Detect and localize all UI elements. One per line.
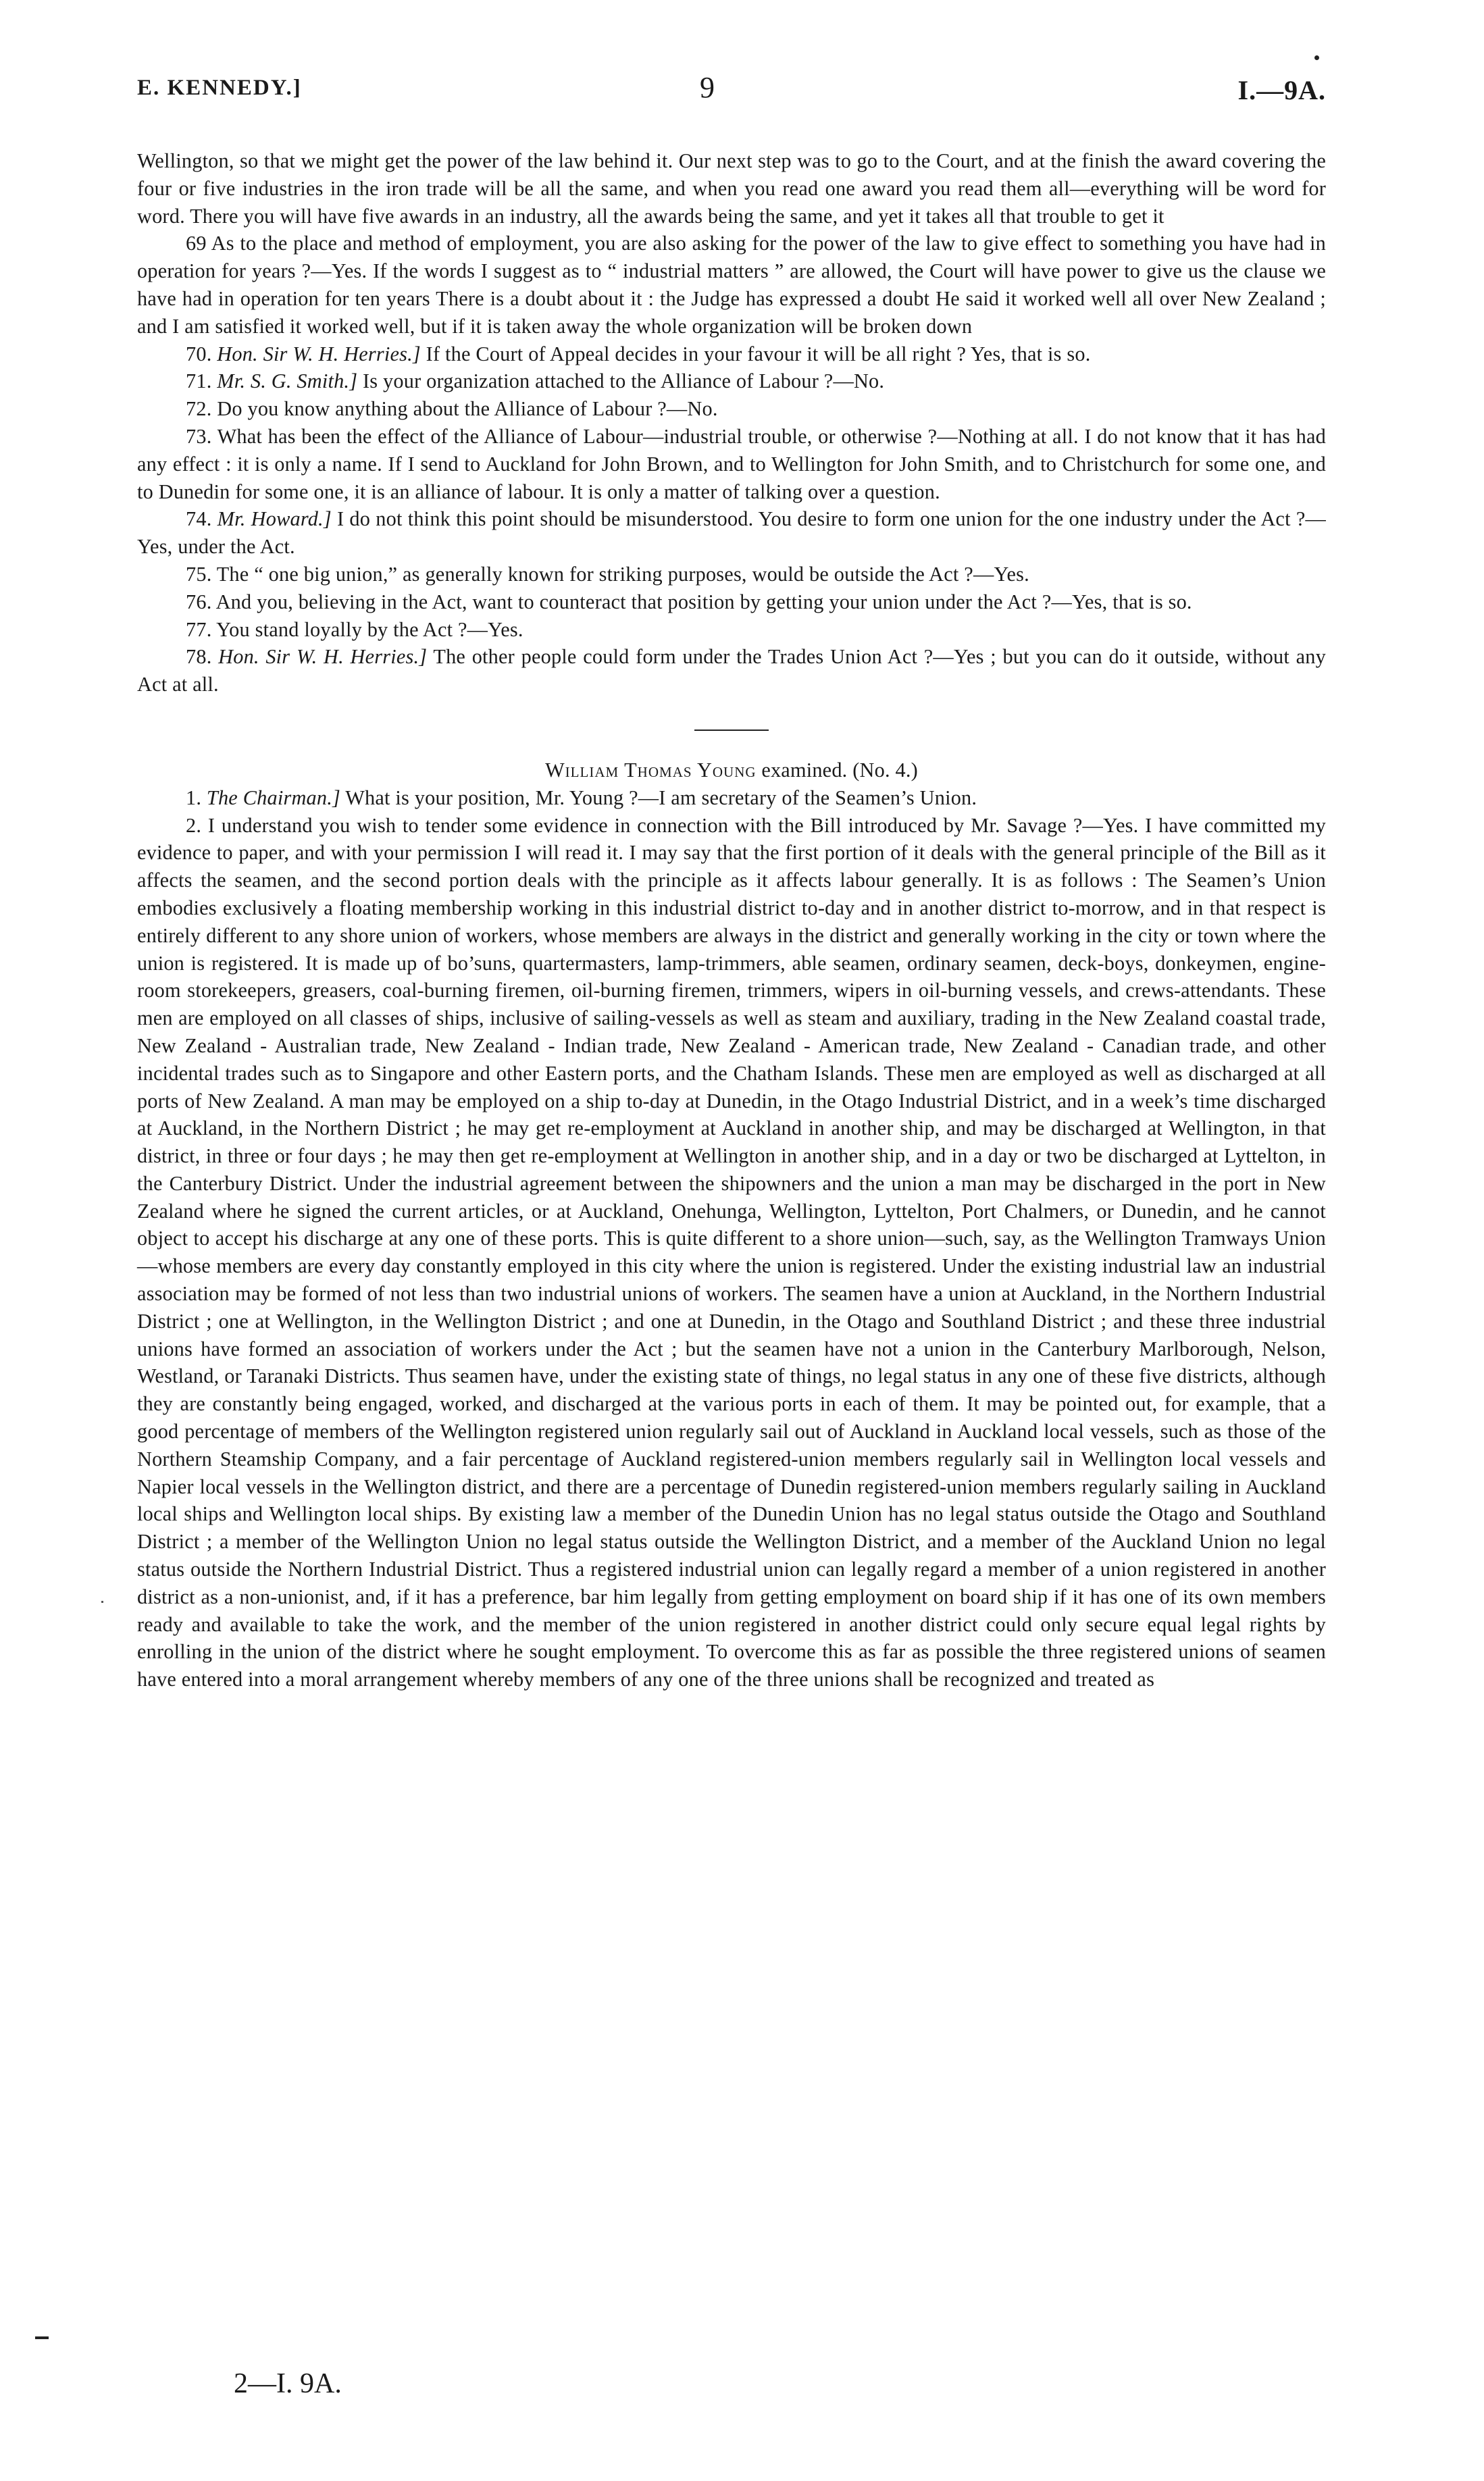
section-heading: William Thomas Young examined. (No. 4.) — [545, 758, 918, 782]
evidence-paragraph: 1. The Chairman.] What is your position, Mr. Young ?—I am secretary of the Seamen’s Union. — [186, 786, 977, 809]
evidence-paragraph: 75. The “ one big union,” as generally known for striking purposes, would be outside the Act ?—Yes. — [186, 562, 1029, 586]
speaker: The Chairman.] — [206, 786, 340, 809]
speaker: Hon. Sir W. H. Herries.] — [218, 645, 428, 669]
page-number: 9 — [700, 71, 715, 104]
speaker: Mr. Howard.] — [217, 507, 332, 531]
evidence-paragraph: 72. Do you know anything about the Alliance of Labour ?—No. — [186, 397, 718, 421]
evidence-paragraph: 2. I understand you wish to tender some evidence in connection with the Bill introduced by Mr. Savage ?—Yes. I have committed my evidence to paper, and with your permission I will read it. I may say that the first portion of it deals with the general principle of the Bill as it affects the seamen, and the second portion deals with the principle as it affects labour generally. It is as follows : The Seamen’s Union embodies exclusively a floating membership working in this industrial district to-day and in another district to-morrow, and in that respect is entirely different to any shore union of workers, whose members are always in the district and generally working in the city or town where the union is registered. It is made up of bo’suns, quartermasters, lamp-trimmers, able seamen, ordinary seamen, deck-boys, donkeymen, engine-room storekeepers, greasers, coal-burning firemen, oil-burning firemen, trimmers, wipers in oil-burning vessels, and crews-attendants. These men are employed on all classes of ships, inclusive of sailing-vessels as well as steam and auxiliary, trading in the New Zealand coastal trade, New Zealand - Australian trade, New Zealand - Indian trade, New Zealand - American trade, New Zealand - Canadian trade, and other incidental trades such as to Singapore and other Eastern ports, and the Chatham Islands. These men are employed as well as discharged at all ports of New Zealand. A man may be employed on a ship to-day at Dunedin, in the Otago Industrial District, and in a week’s time discharged at Auckland, in the Northern District ; he may get re-employment at Auckland in another ship, and may be discharged at Wellington, in that district, in three or four days ; he may then get re-employment at Wellington in another ship, and in a day or two be discharged at Lyttelton, in the Canterbury District. Under the industrial agreement between the shipowners and the union a man may be discharged in the port in New Zealand where he signed the current articles, or at Auckland, Onehunga, Wellington, Lyttelton, Port Chalmers, or Dunedin, and he cannot object to accept his discharge at any one of these ports. This is quite different to a shore union—such, say, as the Wellington Tramways Union—whose members are every day constantly employed in this city where the union is registered. Under the existing industrial law an industrial association may be formed of not less than two industrial unions of workers. The seamen have a union at Auckland, in the Northern Industrial District ; one at Wellington, in the Wellington District ; and one at Dunedin, in the Otago and Southland District ; and these three industrial unions have formed an association of workers under the Act ; but the seamen have not a union in the Canterbury Marlborough, Nelson, Westland, or Taranaki Districts. Thus seamen have, under the existing state of things, no legal status in any one of these five districts, although they are constantly being engaged, worked, and discharged at the various ports in each of them. It may be pointed out, for example, that a good percentage of members of the Wellington registered union regularly sail out of Auckland in Auckland local vessels, such as those of the Northern Steamship Company, and a fair percentage of Auckland registered-union members regularly sail in Wellington local vessels and Napier local vessels in the Wellington district, and there are a percentage of Dunedin registered-union members regularly sailing in Auckland local ships and Wellington local ships. By existing law a member of the Dunedin Union has no legal status outside the Otago and Southland District ; a member of the Wellington Union no legal status outside the Wellington District, and a member of the Auckland Union no legal status outside the Northern Industrial District. Thus a registered industrial union can legally regard a member of a union registered in another district as a non-unionist, and, if it has a preference, bar him legally from getting employment on board ship if it has one of its own members ready and available to take the work, and the member of the union registered in another district could only secure equal legal rights by enrolling in the union of the district where he sought employment. To overcome this as far as possible the three registered unions of seamen have entered into a moral arrangement whereby members of any one of the three unions shall be recognized and treated as — [137, 813, 1326, 1691]
witness-name: William Thomas Young — [545, 758, 757, 782]
speaker: Hon. Sir W. H. Herries.] — [217, 342, 421, 365]
page-header — [137, 71, 1326, 116]
section-divider — [694, 730, 769, 731]
evidence-paragraph: 73. What has been the effect of the Alliance of Labour—industrial trouble, or otherwise ?—Nothing at all. I do not know that it has had any effect : it is only a name. If I send to Auckland for John Brown, and to Wellington for John Smith, and to Christchurch for some one, and to Dunedin for some one, it is an alliance of labour. It is only a matter of talking over a question. — [137, 424, 1326, 503]
evidence-paragraph: 70. Hon. Sir W. H. Herries.] If the Court of Appeal decides in your favour it will be all right ? Yes, that is so. — [186, 342, 1091, 365]
body-text — [137, 147, 1326, 1693]
evidence-paragraph: 69 As to the place and method of employment, you are also asking for the power of the law to give effect to something you have had in operation for years ?—Yes. If the words I suggest as to “ industrial matters ” are allowed, the Court will have power to give us the clause we have had in operation for ten years There is a doubt about it : the Judge has expressed a doubt He said it worked well all over New Zealand ; and I am satisfied it worked well, but if it is taken away the whole organization will be broken down — [137, 232, 1326, 338]
ink-speck — [101, 1601, 103, 1603]
page-footer-signature: 2—I. 9A. — [234, 2368, 342, 2399]
header-reference: I.—9A. — [1237, 75, 1326, 105]
evidence-paragraph: 71. Mr. S. G. Smith.] Is your organization attached to the Alliance of Labour ?—No. — [186, 369, 885, 393]
continuation-paragraph: Wellington, so that we might get the power of the law behind it. Our next step was to go to the Court, and at the finish the award covering the four or five industries in the iron trade will be all the same, and when you read one award you read them all—everything will be word for word. There you will have five awards in an industry, all the awards being the same, and yet it takes all that trouble to get it — [137, 149, 1326, 228]
evidence-paragraph: 74. Mr. Howard.] I do not think this point should be misunderstood. You desire to form one union for the one industry under the Act ?—Yes, under the Act. — [137, 507, 1326, 559]
evidence-paragraph: 76. And you, believing in the Act, want to counteract that position by getting your union under the Act ?—Yes, that is so. — [186, 590, 1192, 613]
header-author: E. KENNEDY.] — [137, 76, 302, 100]
evidence-paragraph: 78. Hon. Sir W. H. Herries.] The other people could form under the Trades Union Act ?—Yes ; but you can do it outside, without any Act at all. — [137, 645, 1326, 696]
margin-dash — [35, 2336, 49, 2339]
ink-dot — [1314, 55, 1319, 60]
speaker: Mr. S. G. Smith.] — [217, 369, 358, 393]
evidence-paragraph: 77. You stand loyally by the Act ?—Yes. — [186, 617, 523, 641]
